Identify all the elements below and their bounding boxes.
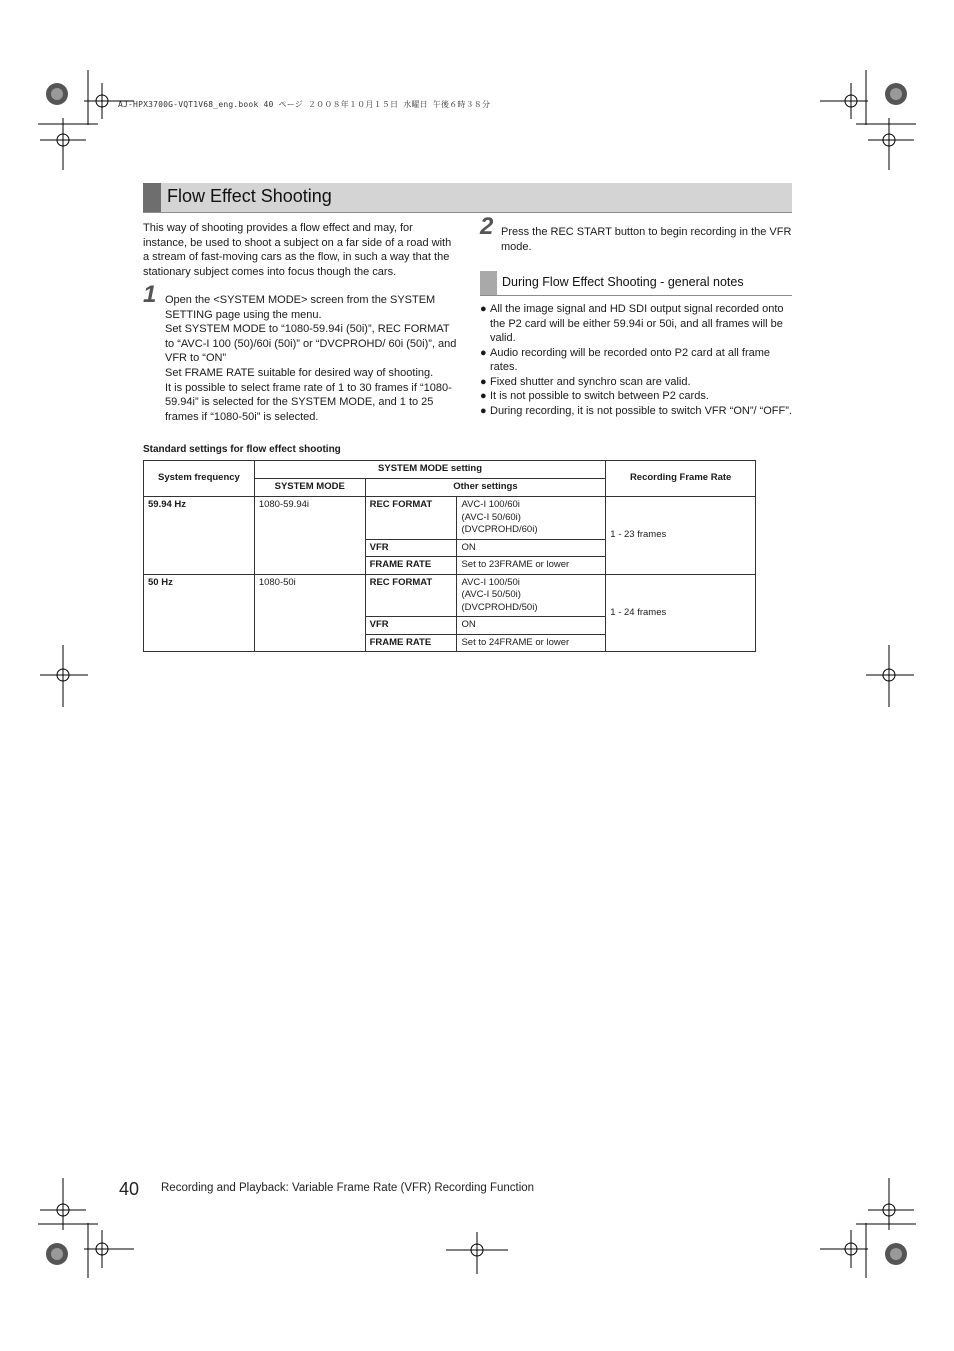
crop-mark-mid-right bbox=[858, 645, 918, 707]
crop-mark-top-right bbox=[816, 70, 916, 170]
setting-value-cell: AVC-I 100/60i (AVC-I 50/60i) (DVCPROHD/60i) bbox=[457, 497, 606, 540]
header-system-frequency: System frequency bbox=[144, 461, 255, 497]
table-row bbox=[144, 574, 756, 617]
frequency-cell: 59.94 Hz bbox=[144, 497, 255, 575]
header-system-mode: SYSTEM MODE bbox=[254, 479, 365, 497]
list-item: ● During recording, it is not possible to switch VFR “ON”/ “OFF”. bbox=[480, 404, 792, 417]
bullet-icon: ● bbox=[480, 404, 487, 417]
frame-rate-cell: 1 - 23 frames bbox=[606, 497, 756, 575]
page-number: 40 bbox=[119, 1179, 140, 1199]
step-1-line-2: Set SYSTEM MODE to “1080-59.94i (50i)”, REC FORMAT to “AVC-I 100 (50)/60i (50i)” or “DVCPROHD/ 60i (50i)”, and VFR to “ON” bbox=[165, 323, 457, 365]
bullet-icon: ● bbox=[480, 346, 487, 359]
list-item: ● It is not possible to switch between P2 cards. bbox=[480, 390, 709, 402]
setting-value-cell: Set to 23FRAME or lower bbox=[457, 557, 606, 575]
step-1-line-3: Set FRAME RATE suitable for desired way of shooting. bbox=[165, 366, 434, 379]
notes-list bbox=[480, 302, 792, 418]
frequency-cell: 50 Hz bbox=[144, 574, 255, 652]
setting-name-cell: FRAME RATE bbox=[365, 557, 457, 575]
list-item: ● Audio recording will be recorded onto P2 card at all frame rates. bbox=[480, 346, 771, 373]
settings-table bbox=[143, 460, 756, 652]
table-caption: Standard settings for flow effect shooting bbox=[143, 444, 341, 455]
step-2-text: Press the REC START button to begin recording in the VFR mode. bbox=[501, 226, 792, 253]
crop-mark-mid-left bbox=[38, 645, 98, 707]
step-2-number: 2 bbox=[480, 213, 494, 240]
intro-paragraph: This way of shooting provides a flow effect and may, for instance, be used to shoot a subject on a far side of a road with a stream of fast-moving cars as the flow, in such a way that the stationary subject comes into focus though the cars. bbox=[143, 222, 452, 278]
list-item: ● All the image signal and HD SDI output signal recorded onto the P2 card will be either 59.94i or 50i, and all frames will be valid. bbox=[480, 303, 784, 344]
notes-heading-bar bbox=[480, 271, 792, 296]
step-1-number: 1 bbox=[143, 281, 157, 308]
frame-rate-cell: 1 - 24 frames bbox=[606, 574, 756, 652]
setting-value-cell: AVC-I 100/50i (AVC-I 50/50i) (DVCPROHD/50i) bbox=[457, 574, 606, 617]
setting-value-cell: ON bbox=[457, 539, 606, 557]
section-title: Flow Effect Shooting bbox=[167, 186, 332, 206]
title-tab-marker bbox=[143, 183, 161, 212]
bullet-icon: ● bbox=[480, 375, 487, 388]
section-title-bar bbox=[143, 183, 792, 213]
mode-cell: 1080-59.94i bbox=[254, 497, 365, 575]
notes-tab-marker bbox=[480, 271, 497, 295]
header-recording-frame-rate: Recording Frame Rate bbox=[606, 461, 756, 497]
setting-name-cell: VFR bbox=[365, 539, 457, 557]
step-1-line-1: Open the <SYSTEM MODE> screen from the SYSTEM SETTING page using the menu. bbox=[165, 294, 436, 321]
bullet-icon: ● bbox=[480, 390, 487, 402]
crop-mark-top-left bbox=[38, 70, 138, 170]
setting-value-cell: ON bbox=[457, 617, 606, 635]
setting-name-cell: VFR bbox=[365, 617, 457, 635]
header-system-mode-setting: SYSTEM MODE setting bbox=[254, 461, 605, 479]
notes-heading: During Flow Effect Shooting - general notes bbox=[502, 275, 744, 289]
crop-mark-bottom-right bbox=[816, 1178, 916, 1278]
mode-cell: 1080-50i bbox=[254, 574, 365, 652]
crop-mark-bottom-center bbox=[446, 1232, 508, 1276]
step-1-line-4: It is possible to select frame rate of 1 to 30 frames if “1080-59.94i” is selected for the SYSTEM MODE, and 1 to 25 frames if “1080-50i” is selected. bbox=[165, 381, 452, 423]
table-header-row bbox=[144, 461, 756, 479]
setting-value-cell: Set to 24FRAME or lower bbox=[457, 634, 606, 652]
header-other-settings: Other settings bbox=[365, 479, 606, 497]
print-header: AJ-HPX3700G-VQT1V68_eng.book 40 ページ ２００８年１０月１５日 水曜日 午後６時３８分 bbox=[118, 100, 491, 109]
step-1-text bbox=[165, 293, 458, 424]
footer-chapter-title: Recording and Playback: Variable Frame Rate (VFR) Recording Function bbox=[161, 1182, 535, 1194]
bullet-icon: ● bbox=[480, 303, 487, 315]
table-row bbox=[144, 497, 756, 540]
setting-name-cell: REC FORMAT bbox=[365, 497, 457, 540]
setting-name-cell: FRAME RATE bbox=[365, 634, 457, 652]
list-item: ● Fixed shutter and synchro scan are valid. bbox=[480, 375, 691, 388]
setting-name-cell: REC FORMAT bbox=[365, 574, 457, 617]
